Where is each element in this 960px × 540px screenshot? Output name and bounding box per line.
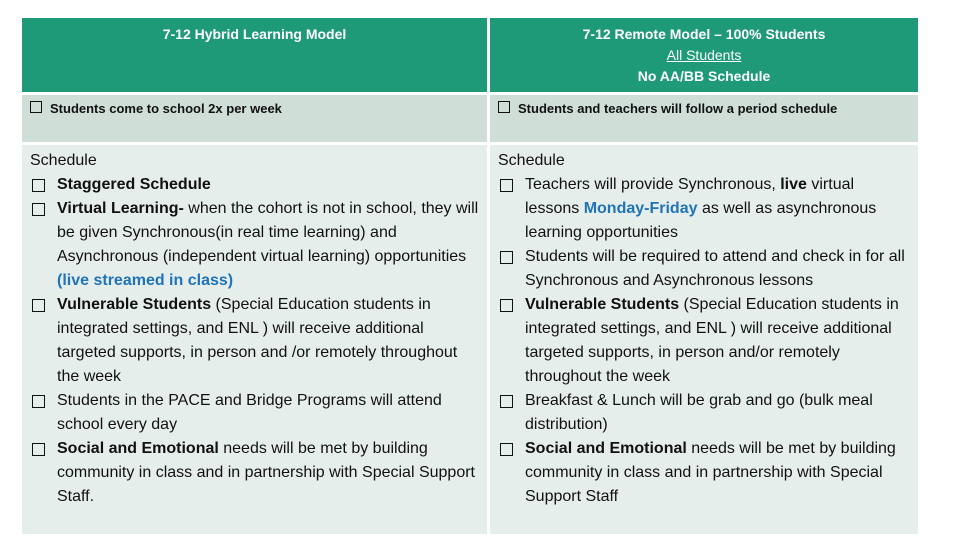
item-text: needs will be met by building community in class and in partnership with Special Support Staff (525, 440, 896, 505)
item-text: virtual lessons (525, 176, 855, 217)
item-highlight: Monday-Friday (583, 200, 698, 217)
checkbox-icon (32, 443, 45, 456)
checkbox-icon (32, 299, 45, 312)
remote-section-title: Schedule (498, 152, 565, 169)
item-text: when the cohort is not in school, they will be given Synchronous(in real time learning) and Asynchronous (independent virtual learning) opportunities (57, 200, 479, 265)
checkbox-icon (500, 299, 513, 312)
item-text: Students will be required to attend and check in for all Synchronous and Asynchronous lessons (525, 248, 905, 289)
checkbox-icon (500, 179, 513, 192)
hybrid-summary-text: Students come to school 2x per week (50, 101, 282, 116)
item-bold: Social and Emotional (525, 440, 687, 457)
list-item (498, 389, 910, 437)
remote-model-title: 7-12 Remote Model – 100% Students (582, 26, 826, 42)
checkbox-icon (500, 251, 513, 264)
checkbox-icon (32, 179, 45, 192)
item-bold: Vulnerable Students (57, 296, 212, 313)
item-bold: Vulnerable Students (525, 296, 680, 313)
item-text: (Special Education students in integrated settings, and ENL ) will receive additional targeted supports, in person and/or remotely throughout the week (525, 296, 899, 385)
item-highlight: (live streamed in class) (57, 272, 234, 289)
list-item (30, 173, 479, 197)
hybrid-model-header (22, 18, 487, 92)
list-item (498, 173, 910, 245)
list-item (498, 437, 910, 509)
list-item (498, 245, 910, 293)
checkbox-icon (32, 203, 45, 216)
remote-model-schedule-note: No AA/BB Schedule (637, 68, 771, 84)
remote-model-header (490, 18, 918, 92)
checkbox-icon (500, 443, 513, 456)
remote-summary (490, 95, 918, 142)
list-item (30, 437, 479, 509)
model-comparison-table (22, 18, 918, 534)
list-item (30, 389, 479, 437)
item-text: Breakfast & Lunch will be grab and go (bulk meal distribution) (525, 392, 873, 433)
checkbox-icon (500, 395, 513, 408)
item-text: as well as asynchronous learning opportunities (525, 200, 877, 241)
item-bold: live (780, 176, 807, 193)
item-text: needs will be met by building community in class and in partnership with Special Support Staff. (57, 440, 475, 505)
hybrid-summary (22, 95, 487, 142)
item-text: (Special Education students in integrated settings, and ENL ) will receive additional targeted supports, in person and /or remotely throughout the week (57, 296, 458, 385)
remote-model-subtitle: All Students (666, 47, 742, 63)
hybrid-details (22, 145, 487, 534)
list-item (30, 197, 479, 293)
list-item (498, 293, 910, 389)
item-text: Teachers will provide Synchronous, (525, 176, 781, 193)
list-item (30, 293, 479, 389)
remote-details (490, 145, 918, 534)
checkbox-icon (498, 101, 510, 113)
remote-summary-text: Students and teachers will follow a period schedule (518, 101, 838, 116)
item-text: Students in the PACE and Bridge Programs will attend school every day (57, 392, 442, 433)
item-bold: Virtual Learning- (57, 200, 184, 217)
checkbox-icon (32, 395, 45, 408)
item-bold: Staggered Schedule (57, 176, 211, 193)
hybrid-section-title: Schedule (30, 152, 97, 169)
hybrid-model-title: 7-12 Hybrid Learning Model (162, 26, 347, 42)
item-bold: Social and Emotional (57, 440, 219, 457)
checkbox-icon (30, 101, 42, 113)
